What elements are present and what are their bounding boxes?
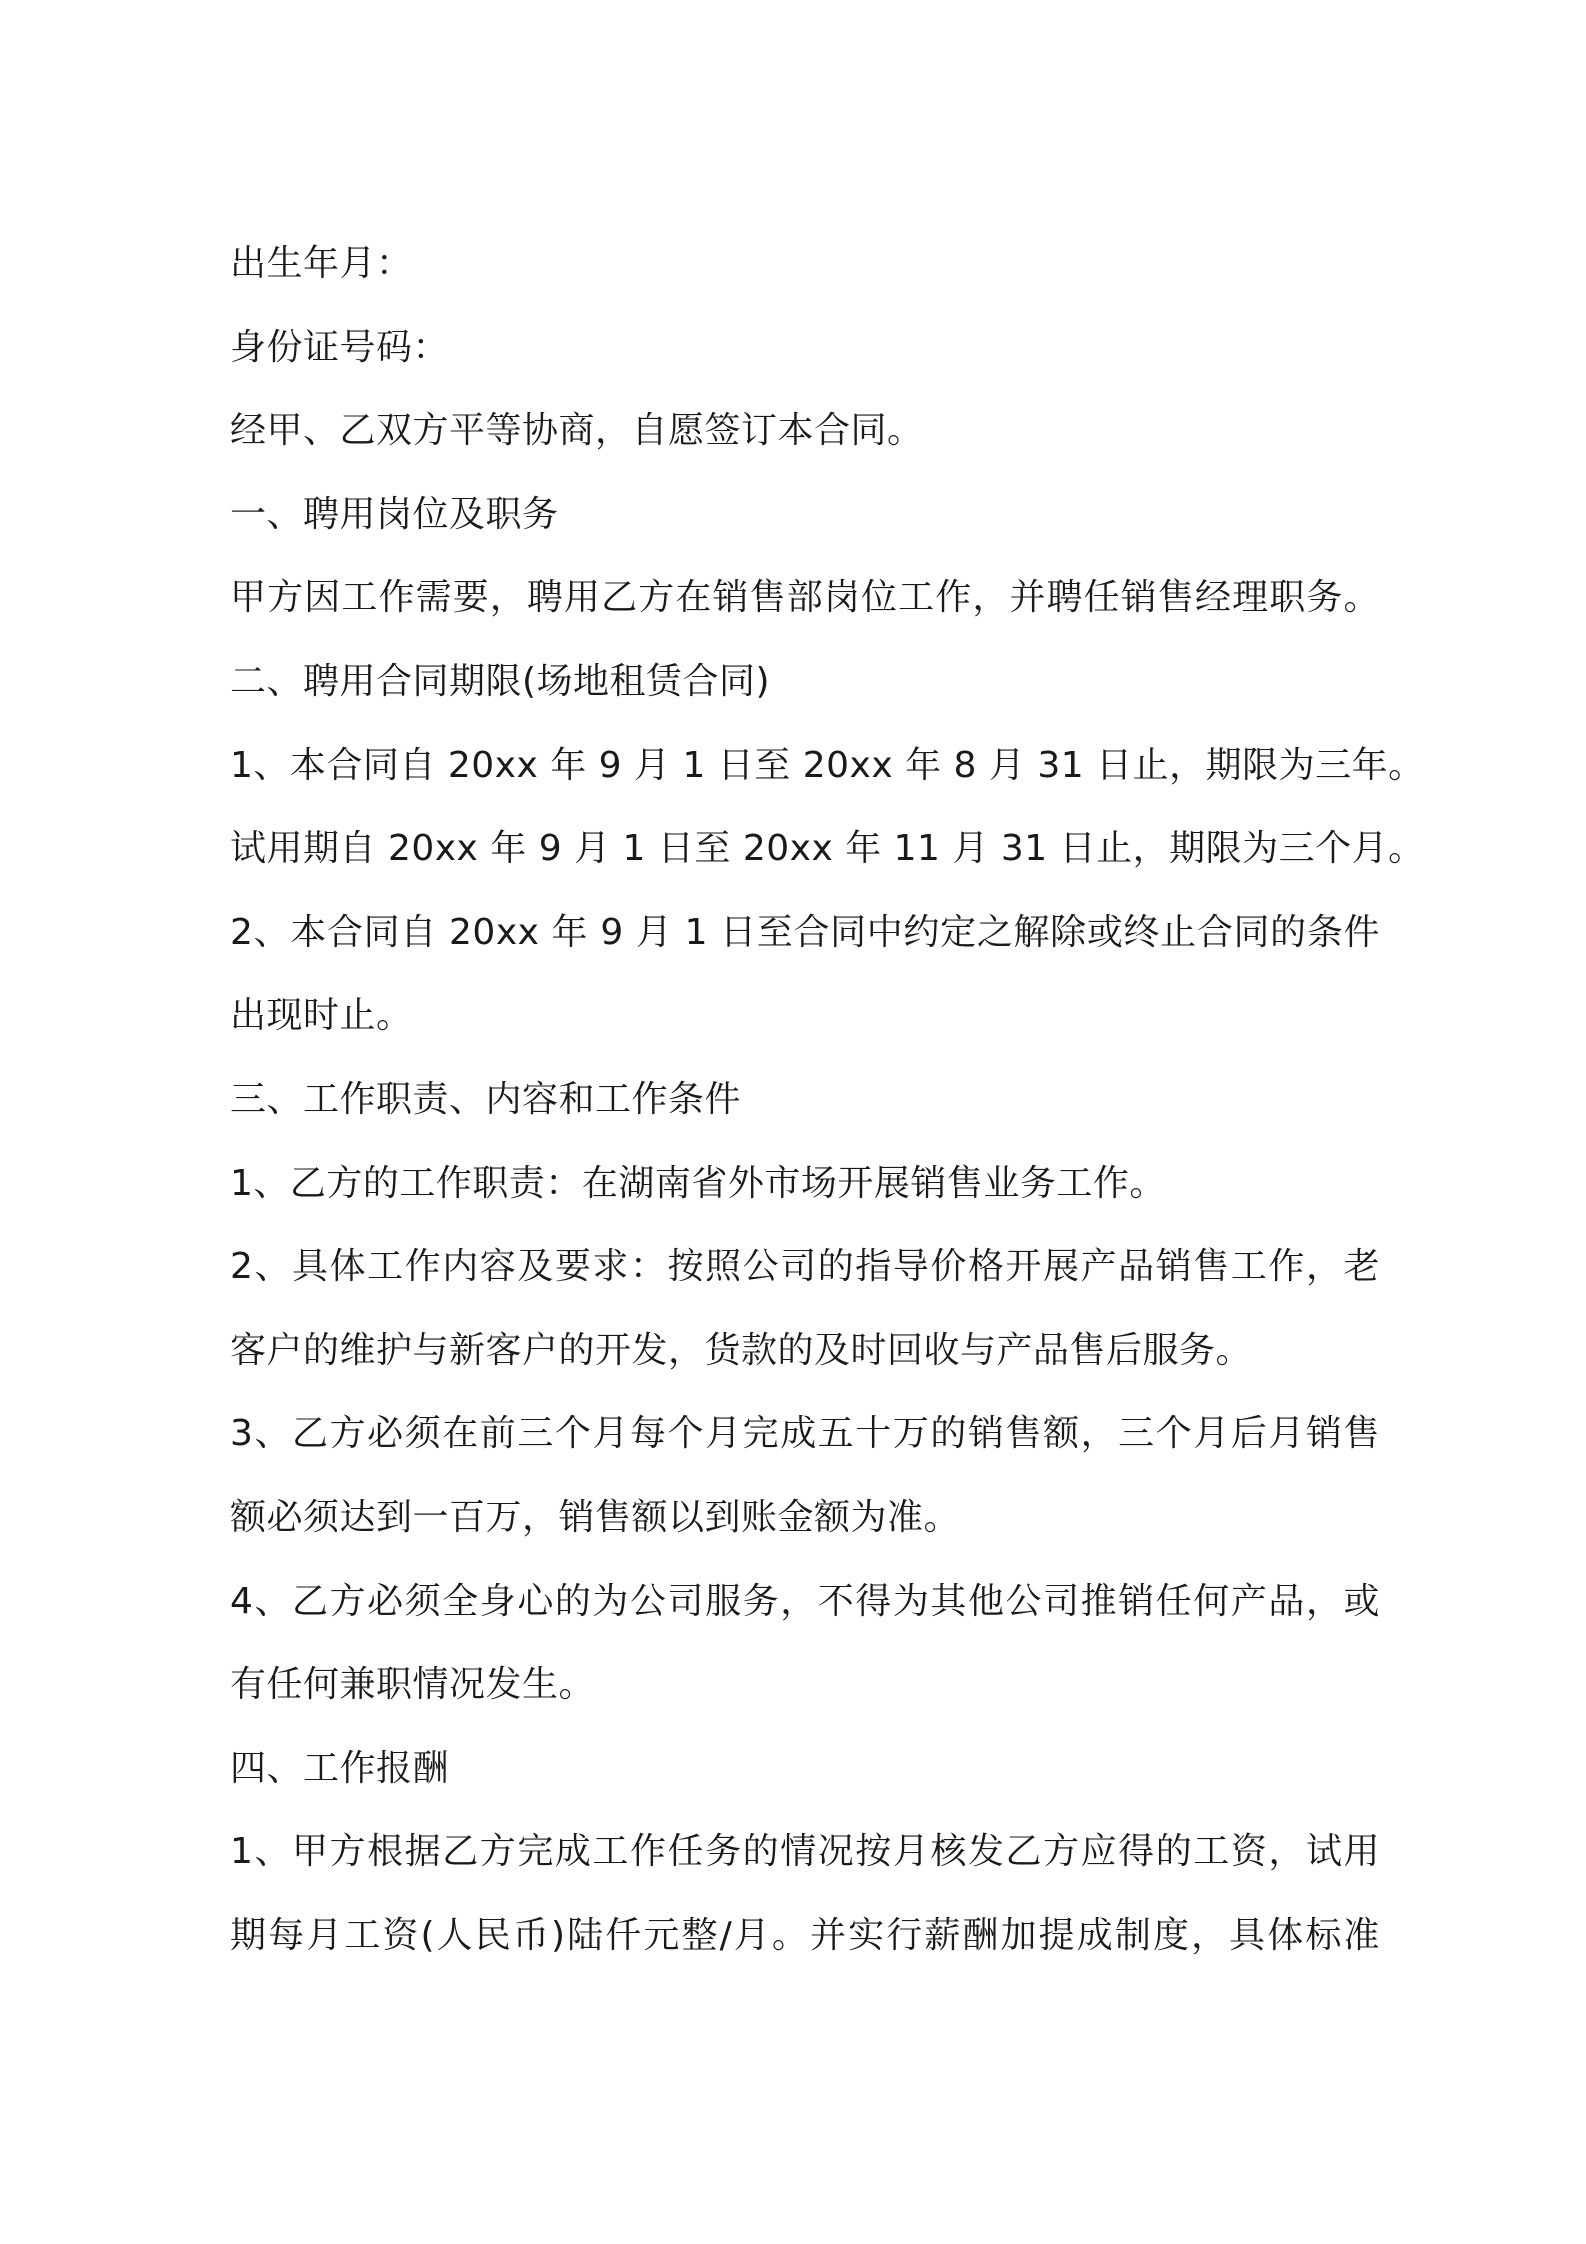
field-id-number: 身份证号码： xyxy=(230,326,450,368)
duty-clause-3-continued: 额必须达到一百万，销售额以到账金额为准。 xyxy=(230,1496,961,1538)
term-clause-2-continued: 出现时止。 xyxy=(230,995,413,1037)
probation-clause: 试用期自 20xx 年 9 月 1 日至 20xx 年 11 月 31 日止，期限为三个月。 xyxy=(230,828,1425,870)
duty-clause-1: 1、乙方的工作职责：在湖南省外市场开展销售业务工作。 xyxy=(230,1162,1166,1204)
duty-clause-2-continued: 客户的维护与新客户的开发，货款的及时回收与产品售后服务。 xyxy=(230,1329,1253,1371)
compensation-clause-1: 1、甲方根据乙方完成工作任务的情况按月核发乙方应得的工资，试用 xyxy=(230,1831,1380,1873)
section-heading-compensation: 四、工作报酬 xyxy=(230,1747,450,1789)
duty-clause-4-continued: 有任何兼职情况发生。 xyxy=(230,1664,596,1706)
term-clause-1: 1、本合同自 20xx 年 9 月 1 日至 20xx 年 8 月 31 日止，期限为三年。 xyxy=(230,744,1425,786)
section-heading-position: 一、聘用岗位及职务 xyxy=(230,493,559,535)
term-clause-2: 2、本合同自 20xx 年 9 月 1 日至合同中约定之解除或终止合同的条件 xyxy=(230,911,1380,953)
contract-body xyxy=(230,232,1425,1987)
section-heading-term: 二、聘用合同期限(场地租赁合同) xyxy=(230,660,771,702)
agreement-statement: 经甲、乙双方平等协商，自愿签订本合同。 xyxy=(230,410,924,452)
section-heading-duties: 三、工作职责、内容和工作条件 xyxy=(230,1078,742,1120)
duty-clause-2: 2、具体工作内容及要求：按照公司的指导价格开展产品销售工作，老 xyxy=(230,1246,1380,1288)
duty-clause-4: 4、乙方必须全身心的为公司服务，不得为其他公司推销任何产品，或 xyxy=(230,1580,1380,1622)
field-birth-date: 出生年月： xyxy=(230,243,413,284)
position-paragraph: 甲方因工作需要，聘用乙方在销售部岗位工作，并聘任销售经理职务。 xyxy=(230,577,1380,619)
duty-clause-3: 3、乙方必须在前三个月每个月完成五十万的销售额，三个月后月销售 xyxy=(230,1413,1380,1455)
compensation-clause-1-continued: 期每月工资(人民币)陆仟元整/月。并实行薪酬加提成制度，具体标准 xyxy=(230,1914,1380,1956)
